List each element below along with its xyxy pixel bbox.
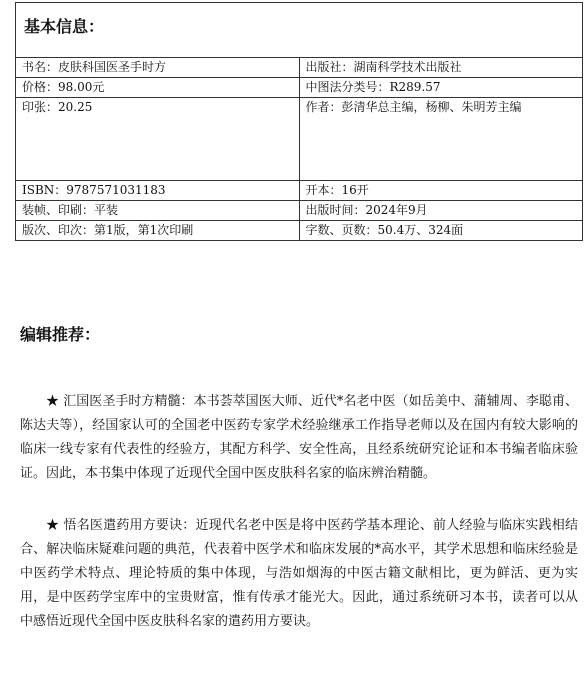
- classification-cell: 中图法分类号：R289.57: [299, 78, 583, 98]
- recommend-paragraph: [20, 390, 578, 486]
- sheets-cell: 印张：20.25: [16, 98, 300, 181]
- table-row: [16, 221, 583, 241]
- star-icon: ★: [46, 518, 60, 533]
- recommend-paragraph: [20, 514, 578, 634]
- author-cell: 作者：彭清华总主编，杨柳、朱明芳主编: [299, 98, 583, 181]
- recommend-paragraph-text: 悟名医遣药用方要诀：近现代名老中医是将中医药学基本理论、前人经验与临床实践相结合、解决临床疑难问题的典范，代表着中医学术和临床发展的*高水平，其学术思想和临床经验是中医药学术特点、理论特质的集中体现，与浩如烟海的中医古籍文献相比，更为鲜活、更为实用，是中医药学宝库中的宝贵财富，惟有传承才能光大。因此，通过系统研习本书，读者可以从中感悟近现代全国中医皮肤科名家的遣药用方要诀。: [20, 518, 578, 629]
- isbn-cell: ISBN：9787571031183: [16, 181, 300, 201]
- recommend-heading: 编辑推荐：: [20, 325, 101, 344]
- recommend-paragraph-text: 汇国医圣手时方精髓：本书荟萃国医大师、近代*名老中医（如岳美中、蒲辅周、李聪甫、陈达夫等），经国家认可的全国老中医药专家学术经验继承工作指导老师以及在国内有较大影响的临床一线专家有代表性的经验方，其配方科学、安全性高，且经系统研究论证和本书编者临床验证。因此，本书集中体现了近现代全国中医皮肤科名家的临床辨治精髓。: [20, 394, 578, 481]
- binding-cell: 装帧、印刷：平装: [16, 201, 300, 221]
- basic-info-heading: 基本信息：: [16, 3, 583, 58]
- table-row: [16, 98, 583, 181]
- wordcount-cell: 字数、页数：50.4万、324面: [299, 221, 583, 241]
- table-row-heading: [16, 3, 583, 58]
- table-row: [16, 181, 583, 201]
- table-row: [16, 58, 583, 78]
- book-title-cell: 书名：皮肤科国医圣手时方: [16, 58, 300, 78]
- table-row: [16, 78, 583, 98]
- price-cell: 价格：98.00元: [16, 78, 300, 98]
- basic-info-table: [15, 2, 583, 241]
- edition-cell: 版次、印次：第1版，第1次印刷: [16, 221, 300, 241]
- pub-date-cell: 出版时间：2024年9月: [299, 201, 583, 221]
- star-icon: ★: [46, 394, 60, 409]
- format-cell: 开本：16开: [299, 181, 583, 201]
- table-row: [16, 201, 583, 221]
- publisher-cell: 出版社：湖南科学技术出版社: [299, 58, 583, 78]
